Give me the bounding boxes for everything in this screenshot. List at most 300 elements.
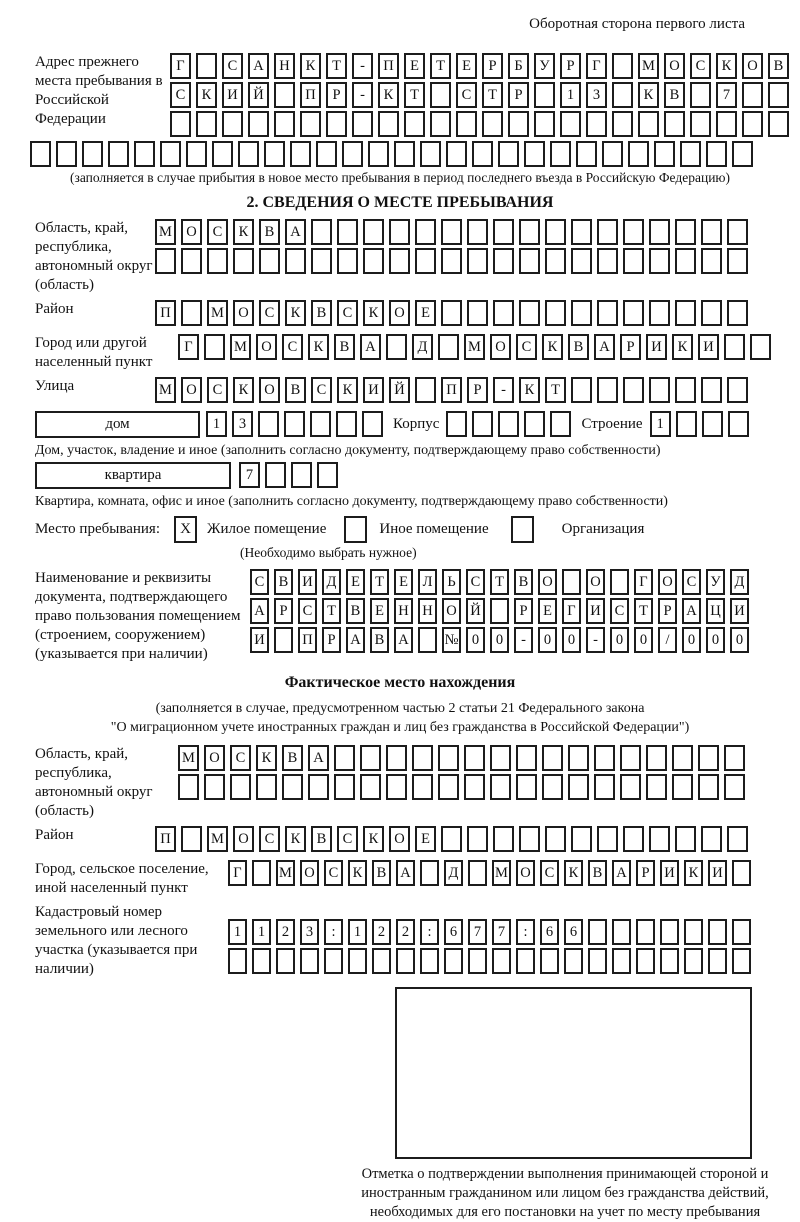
char-cell[interactable]: 1 bbox=[228, 919, 247, 945]
char-cell[interactable]: С bbox=[170, 82, 191, 108]
char-cell[interactable]: С bbox=[259, 300, 280, 326]
char-cell[interactable]: И bbox=[708, 860, 727, 886]
char-cell[interactable]: Т bbox=[322, 598, 341, 624]
char-cell[interactable]: К bbox=[348, 860, 367, 886]
char-cell[interactable] bbox=[412, 745, 433, 771]
char-cell[interactable]: 3 bbox=[586, 82, 607, 108]
char-cell[interactable] bbox=[701, 248, 722, 274]
char-cell[interactable] bbox=[186, 141, 207, 167]
char-cell[interactable] bbox=[560, 111, 581, 137]
char-cell[interactable]: С bbox=[311, 377, 332, 403]
char-cell[interactable] bbox=[516, 774, 537, 800]
char-cell[interactable] bbox=[649, 377, 670, 403]
char-cell[interactable]: У bbox=[534, 53, 555, 79]
char-cell[interactable] bbox=[654, 141, 675, 167]
char-cell[interactable]: Г bbox=[586, 53, 607, 79]
char-cell[interactable]: О bbox=[181, 219, 202, 245]
char-cell[interactable] bbox=[230, 774, 251, 800]
char-cell[interactable]: Р bbox=[514, 598, 533, 624]
char-cell[interactable]: Й bbox=[466, 598, 485, 624]
char-cell[interactable]: С bbox=[610, 598, 629, 624]
char-cell[interactable]: О bbox=[586, 569, 605, 595]
char-cell[interactable] bbox=[675, 248, 696, 274]
char-cell[interactable] bbox=[204, 334, 225, 360]
char-cell[interactable]: Р bbox=[274, 598, 293, 624]
char-cell[interactable] bbox=[467, 826, 488, 852]
char-cell[interactable] bbox=[238, 141, 259, 167]
char-cell[interactable] bbox=[290, 141, 311, 167]
char-cell[interactable]: Г bbox=[170, 53, 191, 79]
char-cell[interactable]: Р bbox=[620, 334, 641, 360]
char-cell[interactable] bbox=[568, 774, 589, 800]
char-cell[interactable]: 1 bbox=[650, 411, 671, 437]
char-cell[interactable] bbox=[412, 774, 433, 800]
char-cell[interactable] bbox=[372, 948, 391, 974]
char-cell[interactable] bbox=[672, 745, 693, 771]
char-cell[interactable] bbox=[676, 411, 697, 437]
char-cell[interactable]: А bbox=[594, 334, 615, 360]
char-cell[interactable] bbox=[732, 948, 751, 974]
char-cell[interactable] bbox=[620, 745, 641, 771]
char-cell[interactable]: О bbox=[442, 598, 461, 624]
char-cell[interactable] bbox=[750, 334, 771, 360]
char-cell[interactable] bbox=[732, 141, 753, 167]
char-cell[interactable] bbox=[698, 745, 719, 771]
char-cell[interactable] bbox=[690, 111, 711, 137]
char-cell[interactable]: К bbox=[542, 334, 563, 360]
char-cell[interactable] bbox=[675, 219, 696, 245]
char-cell[interactable] bbox=[649, 219, 670, 245]
char-cell[interactable]: Е bbox=[370, 598, 389, 624]
char-cell[interactable] bbox=[336, 411, 357, 437]
char-cell[interactable] bbox=[441, 826, 462, 852]
char-cell[interactable] bbox=[285, 248, 306, 274]
cadastre-boxes-row-1[interactable] bbox=[228, 919, 751, 945]
char-cell[interactable] bbox=[389, 219, 410, 245]
char-cell[interactable] bbox=[636, 948, 655, 974]
char-cell[interactable] bbox=[498, 141, 519, 167]
char-cell[interactable] bbox=[181, 826, 202, 852]
char-cell[interactable] bbox=[612, 948, 631, 974]
char-cell[interactable]: Г bbox=[634, 569, 653, 595]
char-cell[interactable] bbox=[684, 948, 703, 974]
char-cell[interactable] bbox=[493, 219, 514, 245]
char-cell[interactable]: 6 bbox=[444, 919, 463, 945]
char-cell[interactable]: С bbox=[207, 377, 228, 403]
char-cell[interactable]: О bbox=[516, 860, 535, 886]
char-cell[interactable] bbox=[446, 141, 467, 167]
char-cell[interactable] bbox=[420, 141, 441, 167]
char-cell[interactable]: П bbox=[300, 82, 321, 108]
char-cell[interactable]: У bbox=[706, 569, 725, 595]
char-cell[interactable] bbox=[274, 82, 295, 108]
char-cell[interactable] bbox=[727, 300, 748, 326]
char-cell[interactable]: А bbox=[285, 219, 306, 245]
char-cell[interactable] bbox=[732, 860, 751, 886]
char-cell[interactable] bbox=[660, 948, 679, 974]
char-cell[interactable]: К bbox=[638, 82, 659, 108]
char-cell[interactable] bbox=[727, 219, 748, 245]
char-cell[interactable]: И bbox=[298, 569, 317, 595]
char-cell[interactable] bbox=[324, 948, 343, 974]
char-cell[interactable]: К bbox=[378, 82, 399, 108]
char-cell[interactable] bbox=[310, 411, 331, 437]
char-cell[interactable]: : bbox=[516, 919, 535, 945]
char-cell[interactable]: С bbox=[298, 598, 317, 624]
char-cell[interactable]: Р bbox=[508, 82, 529, 108]
char-cell[interactable] bbox=[664, 111, 685, 137]
char-cell[interactable]: № bbox=[442, 627, 461, 653]
char-cell[interactable] bbox=[516, 948, 535, 974]
char-cell[interactable] bbox=[680, 141, 701, 167]
char-cell[interactable] bbox=[265, 462, 286, 488]
char-cell[interactable] bbox=[649, 300, 670, 326]
char-cell[interactable] bbox=[300, 948, 319, 974]
char-cell[interactable] bbox=[228, 948, 247, 974]
char-cell[interactable] bbox=[571, 219, 592, 245]
char-cell[interactable]: С bbox=[337, 826, 358, 852]
char-cell[interactable]: О bbox=[658, 569, 677, 595]
char-cell[interactable] bbox=[768, 111, 789, 137]
char-cell[interactable]: 0 bbox=[562, 627, 581, 653]
char-cell[interactable] bbox=[274, 627, 293, 653]
char-cell[interactable]: 2 bbox=[276, 919, 295, 945]
char-cell[interactable] bbox=[438, 774, 459, 800]
char-cell[interactable] bbox=[472, 141, 493, 167]
char-cell[interactable]: 1 bbox=[206, 411, 227, 437]
char-cell[interactable]: О bbox=[490, 334, 511, 360]
char-cell[interactable] bbox=[727, 377, 748, 403]
district-boxes[interactable] bbox=[155, 300, 748, 326]
char-cell[interactable]: С bbox=[466, 569, 485, 595]
char-cell[interactable]: К bbox=[337, 377, 358, 403]
char-cell[interactable]: Т bbox=[430, 53, 451, 79]
char-cell[interactable] bbox=[571, 300, 592, 326]
char-cell[interactable]: Г bbox=[178, 334, 199, 360]
char-cell[interactable]: 0 bbox=[610, 627, 629, 653]
char-cell[interactable]: М bbox=[207, 300, 228, 326]
checkbox-other-premises[interactable] bbox=[344, 516, 367, 543]
stroenie-boxes[interactable] bbox=[650, 411, 749, 437]
checkbox-organization[interactable] bbox=[511, 516, 534, 543]
char-cell[interactable]: И bbox=[586, 598, 605, 624]
char-cell[interactable] bbox=[550, 411, 571, 437]
char-cell[interactable] bbox=[368, 141, 389, 167]
char-cell[interactable]: М bbox=[638, 53, 659, 79]
char-cell[interactable] bbox=[389, 248, 410, 274]
char-cell[interactable] bbox=[259, 248, 280, 274]
char-cell[interactable]: 0 bbox=[730, 627, 749, 653]
char-cell[interactable] bbox=[308, 774, 329, 800]
char-cell[interactable] bbox=[708, 919, 727, 945]
char-cell[interactable] bbox=[519, 248, 540, 274]
char-cell[interactable] bbox=[178, 774, 199, 800]
char-cell[interactable]: А bbox=[248, 53, 269, 79]
document-boxes-row-3[interactable] bbox=[250, 627, 749, 653]
char-cell[interactable] bbox=[490, 745, 511, 771]
prev-address-boxes-row-3[interactable] bbox=[170, 111, 789, 137]
char-cell[interactable] bbox=[464, 774, 485, 800]
char-cell[interactable] bbox=[337, 248, 358, 274]
char-cell[interactable]: 6 bbox=[540, 919, 559, 945]
char-cell[interactable]: С bbox=[516, 334, 537, 360]
char-cell[interactable] bbox=[291, 462, 312, 488]
char-cell[interactable] bbox=[612, 53, 633, 79]
char-cell[interactable]: С bbox=[682, 569, 701, 595]
char-cell[interactable] bbox=[550, 141, 571, 167]
char-cell[interactable]: К bbox=[308, 334, 329, 360]
char-cell[interactable]: В bbox=[274, 569, 293, 595]
char-cell[interactable] bbox=[708, 948, 727, 974]
char-cell[interactable] bbox=[30, 141, 51, 167]
char-cell[interactable] bbox=[610, 569, 629, 595]
char-cell[interactable] bbox=[334, 774, 355, 800]
char-cell[interactable]: Т bbox=[490, 569, 509, 595]
char-cell[interactable] bbox=[252, 948, 271, 974]
char-cell[interactable]: Е bbox=[538, 598, 557, 624]
actual-region-boxes-row-2[interactable] bbox=[178, 774, 745, 800]
char-cell[interactable]: В bbox=[282, 745, 303, 771]
char-cell[interactable] bbox=[258, 411, 279, 437]
char-cell[interactable] bbox=[284, 411, 305, 437]
char-cell[interactable]: Р bbox=[636, 860, 655, 886]
char-cell[interactable]: Е bbox=[415, 826, 436, 852]
char-cell[interactable]: Т bbox=[370, 569, 389, 595]
char-cell[interactable] bbox=[586, 111, 607, 137]
char-cell[interactable]: А bbox=[612, 860, 631, 886]
document-boxes-row-1[interactable] bbox=[250, 569, 749, 595]
char-cell[interactable]: Й bbox=[389, 377, 410, 403]
char-cell[interactable] bbox=[444, 948, 463, 974]
char-cell[interactable] bbox=[498, 411, 519, 437]
char-cell[interactable]: М bbox=[230, 334, 251, 360]
char-cell[interactable]: 0 bbox=[538, 627, 557, 653]
char-cell[interactable] bbox=[348, 948, 367, 974]
char-cell[interactable] bbox=[430, 82, 451, 108]
char-cell[interactable] bbox=[623, 248, 644, 274]
char-cell[interactable] bbox=[519, 219, 540, 245]
char-cell[interactable]: Г bbox=[228, 860, 247, 886]
char-cell[interactable] bbox=[396, 948, 415, 974]
char-cell[interactable]: В bbox=[334, 334, 355, 360]
char-cell[interactable] bbox=[492, 948, 511, 974]
char-cell[interactable] bbox=[724, 745, 745, 771]
actual-city-boxes[interactable] bbox=[228, 860, 751, 886]
char-cell[interactable] bbox=[134, 141, 155, 167]
char-cell[interactable] bbox=[378, 111, 399, 137]
char-cell[interactable]: К bbox=[684, 860, 703, 886]
char-cell[interactable] bbox=[311, 248, 332, 274]
char-cell[interactable] bbox=[468, 948, 487, 974]
char-cell[interactable] bbox=[441, 219, 462, 245]
char-cell[interactable]: С bbox=[690, 53, 711, 79]
char-cell[interactable]: 7 bbox=[492, 919, 511, 945]
char-cell[interactable] bbox=[524, 141, 545, 167]
char-cell[interactable]: Д bbox=[322, 569, 341, 595]
char-cell[interactable] bbox=[404, 111, 425, 137]
char-cell[interactable] bbox=[564, 948, 583, 974]
char-cell[interactable] bbox=[467, 248, 488, 274]
char-cell[interactable]: О bbox=[259, 377, 280, 403]
char-cell[interactable]: К bbox=[363, 300, 384, 326]
char-cell[interactable]: Т bbox=[404, 82, 425, 108]
char-cell[interactable]: А bbox=[682, 598, 701, 624]
char-cell[interactable] bbox=[732, 919, 751, 945]
char-cell[interactable]: 2 bbox=[396, 919, 415, 945]
region-boxes-row-2[interactable] bbox=[155, 248, 748, 274]
char-cell[interactable] bbox=[540, 948, 559, 974]
char-cell[interactable] bbox=[82, 141, 103, 167]
char-cell[interactable] bbox=[612, 111, 633, 137]
char-cell[interactable]: - bbox=[493, 377, 514, 403]
char-cell[interactable] bbox=[698, 774, 719, 800]
char-cell[interactable]: Е bbox=[456, 53, 477, 79]
house-number-boxes[interactable] bbox=[206, 411, 383, 437]
char-cell[interactable] bbox=[415, 248, 436, 274]
char-cell[interactable] bbox=[204, 774, 225, 800]
char-cell[interactable] bbox=[571, 826, 592, 852]
char-cell[interactable]: М bbox=[178, 745, 199, 771]
char-cell[interactable] bbox=[386, 745, 407, 771]
char-cell[interactable] bbox=[420, 948, 439, 974]
char-cell[interactable] bbox=[248, 111, 269, 137]
char-cell[interactable]: С bbox=[282, 334, 303, 360]
char-cell[interactable]: : bbox=[420, 919, 439, 945]
char-cell[interactable] bbox=[742, 111, 763, 137]
char-cell[interactable]: К bbox=[233, 377, 254, 403]
char-cell[interactable] bbox=[430, 111, 451, 137]
char-cell[interactable]: К bbox=[672, 334, 693, 360]
char-cell[interactable] bbox=[415, 377, 436, 403]
char-cell[interactable] bbox=[415, 219, 436, 245]
char-cell[interactable]: / bbox=[658, 627, 677, 653]
char-cell[interactable] bbox=[675, 377, 696, 403]
char-cell[interactable]: Е bbox=[404, 53, 425, 79]
char-cell[interactable] bbox=[684, 919, 703, 945]
char-cell[interactable]: В bbox=[664, 82, 685, 108]
char-cell[interactable] bbox=[519, 300, 540, 326]
char-cell[interactable] bbox=[493, 300, 514, 326]
char-cell[interactable] bbox=[545, 219, 566, 245]
korpus-boxes[interactable] bbox=[446, 411, 571, 437]
char-cell[interactable]: 3 bbox=[300, 919, 319, 945]
char-cell[interactable]: 6 bbox=[564, 919, 583, 945]
char-cell[interactable] bbox=[441, 248, 462, 274]
char-cell[interactable] bbox=[690, 82, 711, 108]
char-cell[interactable]: О bbox=[389, 826, 410, 852]
char-cell[interactable] bbox=[467, 300, 488, 326]
char-cell[interactable]: В bbox=[370, 627, 389, 653]
char-cell[interactable]: К bbox=[285, 300, 306, 326]
char-cell[interactable] bbox=[438, 334, 459, 360]
char-cell[interactable]: М bbox=[492, 860, 511, 886]
char-cell[interactable]: М bbox=[464, 334, 485, 360]
actual-region-boxes-row-1[interactable] bbox=[178, 745, 745, 771]
char-cell[interactable] bbox=[222, 111, 243, 137]
document-boxes-row-2[interactable] bbox=[250, 598, 749, 624]
char-cell[interactable]: Т bbox=[545, 377, 566, 403]
char-cell[interactable] bbox=[274, 111, 295, 137]
char-cell[interactable] bbox=[181, 248, 202, 274]
char-cell[interactable]: М bbox=[155, 219, 176, 245]
char-cell[interactable]: И bbox=[698, 334, 719, 360]
char-cell[interactable]: А bbox=[346, 627, 365, 653]
char-cell[interactable]: Р bbox=[322, 627, 341, 653]
char-cell[interactable]: Т bbox=[482, 82, 503, 108]
char-cell[interactable]: О bbox=[233, 826, 254, 852]
char-cell[interactable] bbox=[441, 300, 462, 326]
char-cell[interactable] bbox=[196, 111, 217, 137]
char-cell[interactable]: М bbox=[155, 377, 176, 403]
char-cell[interactable] bbox=[516, 745, 537, 771]
char-cell[interactable]: Е bbox=[415, 300, 436, 326]
char-cell[interactable]: Д bbox=[444, 860, 463, 886]
char-cell[interactable]: Т bbox=[634, 598, 653, 624]
char-cell[interactable]: С bbox=[250, 569, 269, 595]
char-cell[interactable] bbox=[672, 774, 693, 800]
char-cell[interactable]: 0 bbox=[706, 627, 725, 653]
char-cell[interactable] bbox=[276, 948, 295, 974]
city-boxes[interactable] bbox=[178, 334, 771, 360]
actual-district-boxes[interactable] bbox=[155, 826, 748, 852]
char-cell[interactable]: С bbox=[230, 745, 251, 771]
char-cell[interactable] bbox=[612, 919, 631, 945]
char-cell[interactable]: 1 bbox=[348, 919, 367, 945]
char-cell[interactable]: П bbox=[155, 826, 176, 852]
char-cell[interactable] bbox=[256, 774, 277, 800]
char-cell[interactable]: 3 bbox=[232, 411, 253, 437]
char-cell[interactable] bbox=[534, 111, 555, 137]
cadastre-boxes-row-2[interactable] bbox=[228, 948, 751, 974]
char-cell[interactable]: В bbox=[311, 300, 332, 326]
char-cell[interactable] bbox=[545, 300, 566, 326]
char-cell[interactable] bbox=[212, 141, 233, 167]
char-cell[interactable] bbox=[360, 774, 381, 800]
char-cell[interactable] bbox=[490, 598, 509, 624]
char-cell[interactable] bbox=[420, 860, 439, 886]
char-cell[interactable] bbox=[597, 248, 618, 274]
char-cell[interactable] bbox=[623, 219, 644, 245]
char-cell[interactable] bbox=[524, 411, 545, 437]
char-cell[interactable] bbox=[360, 745, 381, 771]
char-cell[interactable]: С bbox=[337, 300, 358, 326]
char-cell[interactable] bbox=[317, 462, 338, 488]
char-cell[interactable]: С bbox=[259, 826, 280, 852]
char-cell[interactable] bbox=[334, 745, 355, 771]
char-cell[interactable]: М bbox=[207, 826, 228, 852]
char-cell[interactable]: К bbox=[233, 219, 254, 245]
char-cell[interactable] bbox=[342, 141, 363, 167]
char-cell[interactable] bbox=[728, 411, 749, 437]
char-cell[interactable]: К bbox=[519, 377, 540, 403]
char-cell[interactable] bbox=[701, 219, 722, 245]
char-cell[interactable] bbox=[170, 111, 191, 137]
char-cell[interactable] bbox=[597, 300, 618, 326]
char-cell[interactable]: В bbox=[568, 334, 589, 360]
char-cell[interactable] bbox=[363, 219, 384, 245]
char-cell[interactable] bbox=[628, 141, 649, 167]
char-cell[interactable]: Й bbox=[248, 82, 269, 108]
char-cell[interactable] bbox=[181, 300, 202, 326]
char-cell[interactable] bbox=[490, 774, 511, 800]
char-cell[interactable] bbox=[264, 141, 285, 167]
char-cell[interactable] bbox=[571, 248, 592, 274]
char-cell[interactable] bbox=[649, 826, 670, 852]
char-cell[interactable]: А bbox=[394, 627, 413, 653]
char-cell[interactable]: П bbox=[155, 300, 176, 326]
char-cell[interactable]: 0 bbox=[466, 627, 485, 653]
char-cell[interactable]: И bbox=[646, 334, 667, 360]
